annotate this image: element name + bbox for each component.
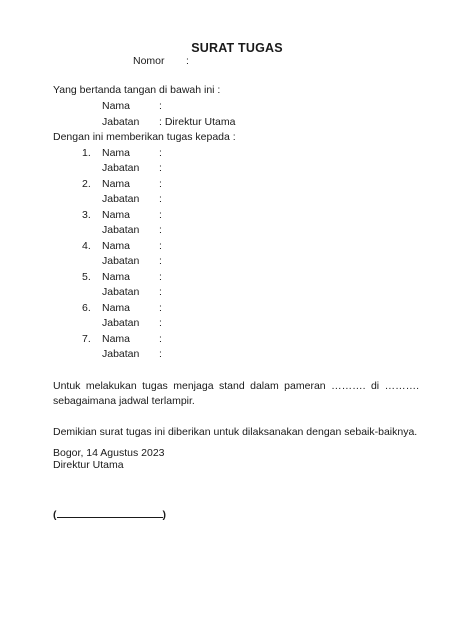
assignee-jabatan-colon: : <box>159 348 162 360</box>
signer-title: Direktur Utama <box>53 459 124 471</box>
signature-blank <box>57 508 163 518</box>
nomor-colon: : <box>186 55 189 67</box>
signature-line <box>53 508 166 521</box>
assignee-jabatan-label: Jabatan <box>102 317 140 329</box>
assignee-jabatan-colon: : <box>159 317 162 329</box>
letter-title: SURAT TUGAS <box>191 41 283 55</box>
assignee-jabatan-label: Jabatan <box>102 193 140 205</box>
signer-nama-colon: : <box>159 100 162 112</box>
assignee-jabatan-colon: : <box>159 286 162 298</box>
assignee-nama-colon: : <box>159 333 162 345</box>
assignee-jabatan-label: Jabatan <box>102 286 140 298</box>
assignee-jabatan-colon: : <box>159 162 162 174</box>
assignee-jabatan-colon: : <box>159 224 162 236</box>
signer-jabatan-label: Jabatan <box>102 116 140 128</box>
assignee-jabatan-colon: : <box>159 255 162 267</box>
assignee-nama-colon: : <box>159 302 162 314</box>
signer-nama-label: Nama <box>102 100 131 112</box>
assignee-number: 2. <box>82 178 91 190</box>
assignee-jabatan-label: Jabatan <box>102 162 140 174</box>
assignee-number: 1. <box>82 147 91 159</box>
assignee-nama-colon: : <box>159 178 162 190</box>
intro-text: Yang bertanda tangan di bawah ini : <box>53 84 221 96</box>
signature-open-paren: ( <box>53 509 57 521</box>
nomor-label: Nomor <box>133 55 165 67</box>
assignee-number: 7. <box>82 333 91 345</box>
assignee-number: 5. <box>82 271 91 283</box>
assignee-nama-label: Nama <box>102 333 131 345</box>
assignee-nama-colon: : <box>159 209 162 221</box>
assignee-number: 3. <box>82 209 91 221</box>
assign-intro-text: Dengan ini memberikan tugas kepada : <box>53 131 236 143</box>
signer-jabatan-value: : Direktur Utama <box>159 116 236 128</box>
assignee-jabatan-label: Jabatan <box>102 255 140 267</box>
assignee-nama-colon: : <box>159 240 162 252</box>
assignee-nama-label: Nama <box>102 147 131 159</box>
closing-text: Demikian surat tugas ini diberikan untuk dilaksanakan dengan sebaik-baiknya. <box>53 426 418 438</box>
purpose-line-1: Untuk melakukan tugas menjaga stand dalam pameran ………. di ………. <box>53 380 419 392</box>
signature-close-paren: ) <box>162 509 166 521</box>
assignee-nama-label: Nama <box>102 302 131 314</box>
assignee-nama-label: Nama <box>102 178 131 190</box>
place-date: Bogor, 14 Agustus 2023 <box>53 447 165 459</box>
assignee-jabatan-label: Jabatan <box>102 224 140 236</box>
assignee-nama-colon: : <box>159 271 162 283</box>
assignee-nama-label: Nama <box>102 209 131 221</box>
assignee-jabatan-label: Jabatan <box>102 348 140 360</box>
assignee-jabatan-colon: : <box>159 193 162 205</box>
assignee-number: 4. <box>82 240 91 252</box>
assignee-nama-colon: : <box>159 147 162 159</box>
purpose-line-2: sebagaimana jadwal terlampir. <box>53 395 195 407</box>
assignee-nama-label: Nama <box>102 271 131 283</box>
assignee-nama-label: Nama <box>102 240 131 252</box>
assignee-number: 6. <box>82 302 91 314</box>
